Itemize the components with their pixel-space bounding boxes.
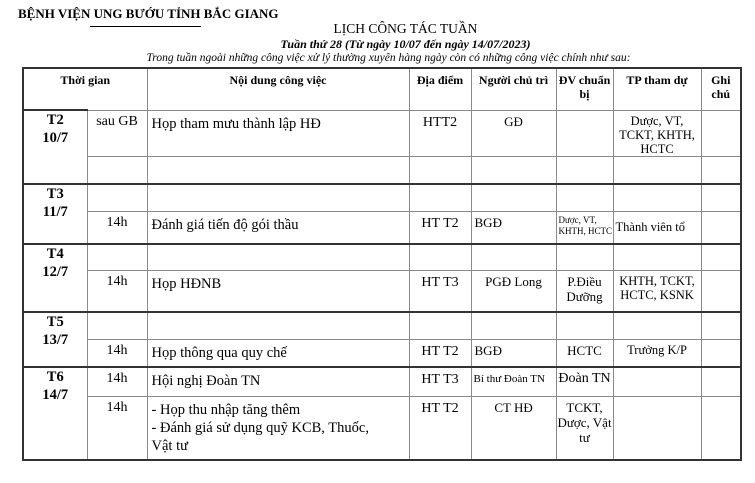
content-cell: Họp tham mưu thành lập HĐ xyxy=(147,110,409,156)
schedule-table xyxy=(22,67,742,461)
host-cell: BGĐ xyxy=(471,339,556,367)
note-cell xyxy=(701,270,741,312)
table-row xyxy=(23,339,741,367)
day-cell: T3 11/7 xyxy=(23,184,87,244)
week-range: Tuần thứ 28 (Từ ngày 10/07 đến ngày 14/07/2023) xyxy=(280,37,531,51)
attend-cell: Dược, VT, TCKT, KHTH, HCTC xyxy=(613,110,701,156)
col-place: Địa điểm xyxy=(409,68,471,110)
time-cell: 14h xyxy=(87,396,147,460)
table-row xyxy=(23,211,741,244)
header-row xyxy=(23,68,741,110)
table-row xyxy=(23,184,741,211)
time-cell: sau GB xyxy=(87,110,147,156)
table-row xyxy=(23,156,741,184)
table-row xyxy=(23,396,741,460)
prep-cell: HCTC xyxy=(556,339,613,367)
place-cell: HT T2 xyxy=(409,339,471,367)
host-cell: BGĐ xyxy=(471,211,556,244)
organization-name: BỆNH VIỆN UNG BƯỚU TỈNH BẮC GIANG xyxy=(18,6,279,21)
col-content: Nội dung công việc xyxy=(147,68,409,110)
place-cell: HT T2 xyxy=(409,396,471,460)
prep-cell: Đoàn TN xyxy=(556,367,613,396)
col-attend: TP tham dự xyxy=(613,68,701,110)
attend-cell: KHTH, TCKT, HCTC, KSNK xyxy=(613,270,701,312)
attend-cell xyxy=(613,396,701,460)
time-cell: 14h xyxy=(87,270,147,312)
host-cell: PGĐ Long xyxy=(471,270,556,312)
table-row xyxy=(23,367,741,396)
note-cell xyxy=(701,367,741,396)
table-row xyxy=(23,312,741,339)
prep-cell xyxy=(556,110,613,156)
day-cell: T5 13/7 xyxy=(23,312,87,367)
place-cell: HTT2 xyxy=(409,110,471,156)
time-cell: 14h xyxy=(87,367,147,396)
time-cell: 14h xyxy=(87,339,147,367)
note-cell xyxy=(701,110,741,156)
intro-note: Trong tuần ngoài những công việc xử lý thường xuyên hàng ngày còn có những công việc chính như sau: xyxy=(146,52,631,64)
col-prep: ĐV chuẩn bị xyxy=(556,68,613,110)
prep-cell: Dược, VT, KHTH, HCTC xyxy=(556,211,613,244)
note-cell xyxy=(701,211,741,244)
host-cell: Bí thư Đoàn TN xyxy=(471,367,556,396)
day-cell: T4 12/7 xyxy=(23,244,87,312)
attend-cell: Trưởng K/P xyxy=(613,339,701,367)
col-host: Người chủ trì xyxy=(471,68,556,110)
attend-cell: Thành viên tổ xyxy=(613,211,701,244)
col-note: Ghi chú xyxy=(701,68,741,110)
place-cell: HT T3 xyxy=(409,367,471,396)
host-cell: GĐ xyxy=(471,110,556,156)
table-row xyxy=(23,244,741,270)
time-cell: 14h xyxy=(87,211,147,244)
col-time: Thời gian xyxy=(23,68,147,110)
day-cell: T2 10/7 xyxy=(23,110,87,184)
content-cell: Họp HĐNB xyxy=(147,270,409,312)
document-title: LỊCH CÔNG TÁC TUẦN xyxy=(333,21,478,36)
place-cell: HT T2 xyxy=(409,211,471,244)
prep-cell: TCKT, Dược, Vật tư xyxy=(556,396,613,460)
content-cell: Đánh giá tiến độ gói thầu xyxy=(147,211,409,244)
content-cell: Họp thông qua quy chế xyxy=(147,339,409,367)
note-cell xyxy=(701,396,741,460)
prep-cell: P.Điều Dưỡng xyxy=(556,270,613,312)
table-row xyxy=(23,110,741,156)
table-row xyxy=(23,270,741,312)
attend-cell xyxy=(613,367,701,396)
day-cell: T6 14/7 xyxy=(23,367,87,460)
place-cell: HT T3 xyxy=(409,270,471,312)
host-cell: CT HĐ xyxy=(471,396,556,460)
note-cell xyxy=(701,339,741,367)
content-cell: - Họp thu nhập tăng thêm - Đánh giá sử dụng quỹ KCB, Thuốc, Vật tư xyxy=(147,396,409,460)
content-cell: Hội nghị Đoàn TN xyxy=(147,367,409,396)
